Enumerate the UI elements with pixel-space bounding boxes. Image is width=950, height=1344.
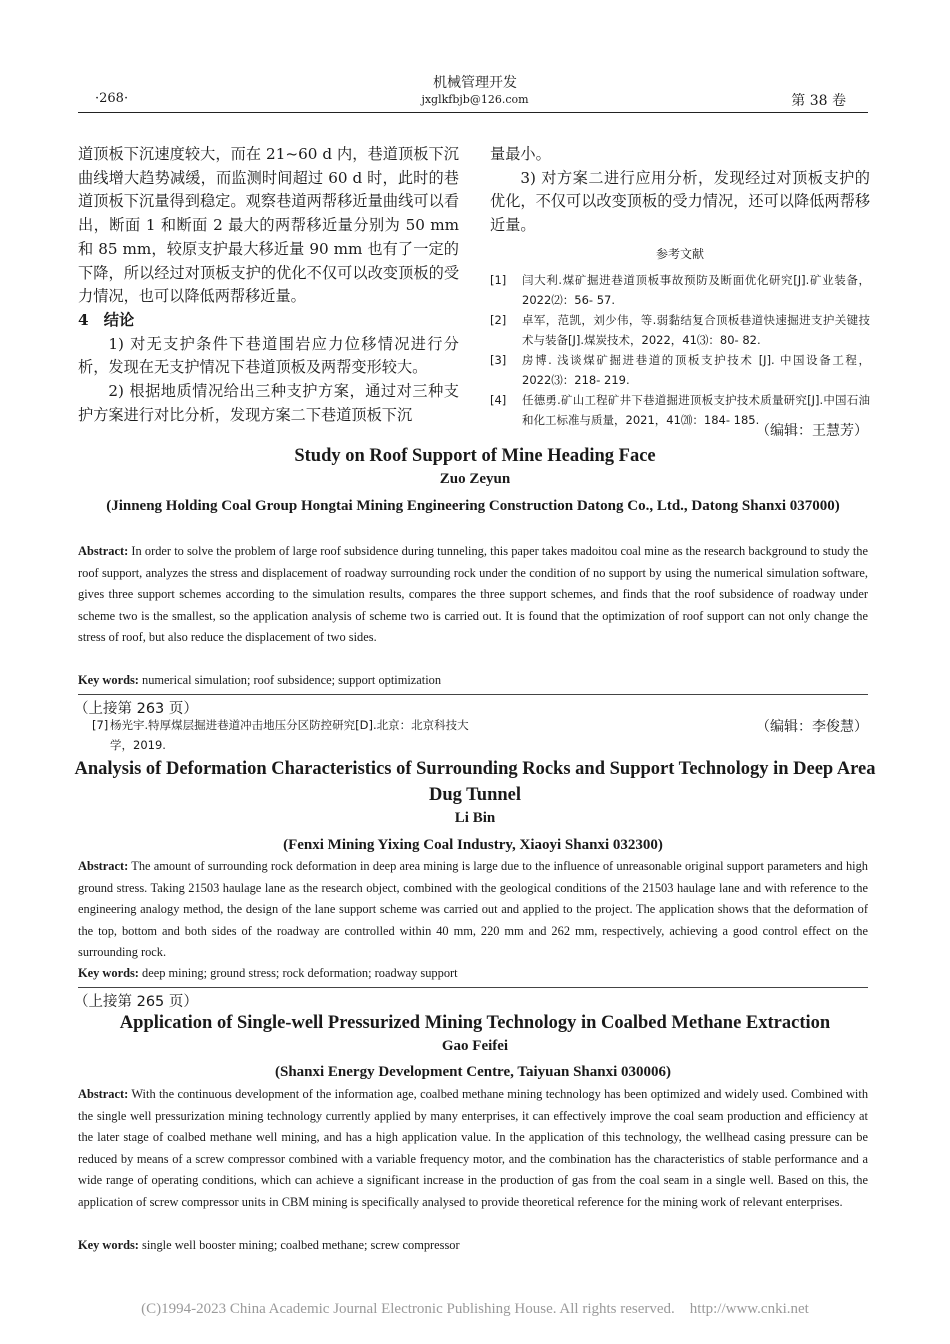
- continuation-label: （上接第 265 页）: [74, 994, 198, 1010]
- conclusion-item: 1) 对无支护条件下巷道围岩应力位移情况进行分析，发现在无支护情况下巷道顶板及两帮变形较大。: [78, 334, 459, 377]
- section-divider: [78, 987, 868, 988]
- abstract: [78, 856, 868, 964]
- reference-item: [92, 715, 472, 755]
- article-title: Analysis of Deformation Characteristics of Surrounding Rocks and Support Technology in Deep Area Dug Tunnel: [74, 759, 876, 805]
- keywords: [78, 673, 868, 688]
- page-number: ·268·: [95, 91, 129, 106]
- body-paragraph: 道顶板下沉速度较大，而在 21~60 d 内，巷道顶板下沉曲线增大趋势减缓，而监测时间超过 60 d 时，此时的巷道顶板下沉量得到稳定。观察巷道两帮移近量曲线可以看出，断面 1 和断面 2 最大的两帮移近量分别为 50 mm 和 85 mm，较原支护最大移近量 90 mm 也有了一定的下降，所以经过对顶板支护的优化不仅可以改变顶板的受力情况，也可以降低两帮移近量。: [78, 145, 459, 306]
- editor-note: （编辑：王慧芳）: [756, 423, 868, 439]
- article-affiliation: (Shanxi Energy Development Centre, Taiyuan Shanxi 030006): [274, 1064, 672, 1080]
- conclusion-item: 2) 根据地质情况给出三种支护方案，通过对三种支护方案进行对比分析，发现方案二下巷道顶板下沉: [78, 382, 459, 424]
- article-author: Li Bin: [454, 810, 496, 826]
- conclusion-item: 3) 对方案二进行应用分析，发现经过对顶板支护的优化，不仅可以改变顶板的受力情况，还可以降低两帮移近量。: [490, 168, 870, 235]
- section-heading: 4 结论: [78, 310, 135, 329]
- volume-number: 第 38 卷: [791, 93, 846, 109]
- article-title: Study on Roof Support of Mine Heading Face: [294, 446, 656, 466]
- article-affiliation: (Fenxi Mining Yixing Coal Industry, Xiaoyi Shanxi 032300): [283, 837, 663, 853]
- reference-text: 闫大利.煤矿掘进巷道顶板事故预防及断面优化研究[J].矿业装备，2022⑵：56- 57.: [522, 272, 870, 307]
- reference-number: [3]: [490, 352, 507, 367]
- references-title: 参考文献: [655, 246, 704, 261]
- copyright-footer: (C)1994-2023 China Academic Journal Electronic Publishing House. All rights reserved. http://www.cnki.net: [141, 1301, 809, 1317]
- keywords-text: deep mining; ground stress; rock deformation; roadway support: [142, 966, 458, 980]
- abstract: [78, 1084, 868, 1214]
- reference-text: 任德勇.矿山工程矿井下巷道掘进顶板支护技术质量研究[J].中国石油和化工标准与质量，2021，41⒇：184- 185.: [522, 392, 870, 427]
- keywords-text: numerical simulation; roof subsidence; support optimization: [142, 673, 442, 687]
- reference-item: [490, 350, 870, 390]
- abstract-label: Abstract:: [78, 1087, 129, 1101]
- abstract-label: Abstract:: [78, 859, 129, 873]
- article-author: Gao Feifei: [441, 1038, 509, 1054]
- article-title: Application of Single-well Pressurized Mining Technology in Coalbed Methane Extraction: [119, 1013, 831, 1033]
- reference-item: [490, 270, 870, 310]
- keywords: [78, 1238, 868, 1253]
- article-author: Zuo Zeyun: [439, 471, 511, 487]
- reference-number: [7]: [92, 718, 109, 732]
- editor-note: （编辑：李俊慧）: [756, 719, 868, 735]
- abstract-label: Abstract:: [78, 544, 129, 558]
- reference-number: [1]: [490, 272, 507, 287]
- keywords-label: Key words:: [78, 1238, 139, 1252]
- section-divider: [78, 694, 868, 695]
- continuation-label: （上接第 263 页）: [74, 701, 198, 717]
- right-column: [490, 143, 870, 430]
- abstract-text: With the continuous development of the information age, coalbed methane mining technology has been optimized and widely used. Combined with the single well pressurization mining technology currently applied by many enterprises, it can effectively improve the coal seam production and efficiency at the later stage of coalbed methane well mining, and has a high application value. In the application of this technology, the wellhead casing pressure can be reduced by means of a screw compressor combined with a variable frequency motor, and the combination has the characteristics of stable performance and a wide range of operating conditions, which can achieve a significant increase in the production of gas from the coal seam in a single well. Based on this, the application of screw compressor units in CBM mining is specifically analysed to provide theoretical reference for the mining work of relevant enterprises.: [78, 1087, 869, 1209]
- left-column: [78, 143, 459, 427]
- header-rule: [78, 112, 868, 113]
- reference-number: [2]: [490, 312, 507, 327]
- keywords-label: Key words:: [78, 966, 139, 980]
- article-affiliation: (Jinneng Holding Coal Group Hongtai Mining Engineering Construction Datong Co., Ltd., Datong Shanxi 037000): [106, 498, 840, 514]
- reference-item: [490, 310, 870, 350]
- abstract-text: The amount of surrounding rock deformation in deep area mining is large due to the influence of unreasonable original support parameters and high ground stress. Taking 21503 haulage lane as the research object, combined with the geological conditions of the 21503 haulage lane and with reference to the engineering analogy method, the design of the lane support scheme was carried out and applied to the project. The application shows that the deformation of the top, bottom and both sides of the roadway are controlled within 40 mm, 220 mm and 262 mm, respectively, achieving a good control effect on the surrounding rock.: [78, 859, 868, 960]
- keywords-text: single well booster mining; coalbed methane; screw compressor: [142, 1238, 460, 1252]
- body-paragraph: 量最小。: [490, 145, 551, 163]
- journal-email: jxglkfbjb@126.com: [421, 93, 529, 106]
- abstract-text: In order to solve the problem of large roof subsidence during tunneling, this paper takes madoitou coal mine as the research background to study the roof support, analyzes the stress and displacement of roadway surrounding rock under the condition of no support by using the numerical simulation software, gives three support schemes according to the simulation results, compares the three support schemes, and finds that the roof subsidence of roadway under scheme two is the smallest, so the application analysis of scheme two is carried out. It is found that the optimization of roof support can not only change the stress of roof, but also reduce the displacement of two sides.: [78, 544, 868, 645]
- journal-name: 机械管理开发: [433, 75, 517, 91]
- reference-text: 房博. 浅谈煤矿掘进巷道的顶板支护技术 [J]. 中国设备工程，2022⑶：218- 219.: [522, 352, 870, 387]
- reference-number: [4]: [490, 392, 507, 407]
- reference-text: 杨光宇.特厚煤层掘进巷道冲击地压分区防控研究[D].北京：北京科技大学，2019.: [110, 718, 469, 752]
- keywords: [78, 966, 868, 981]
- keywords-label: Key words:: [78, 673, 139, 687]
- reference-text: 卓军，范凯，刘少伟，等.弱黏结复合顶板巷道快速掘进支护关键技术与装备[J].煤炭技术，2022，41⑶：80- 82.: [522, 312, 870, 347]
- abstract: [78, 541, 868, 649]
